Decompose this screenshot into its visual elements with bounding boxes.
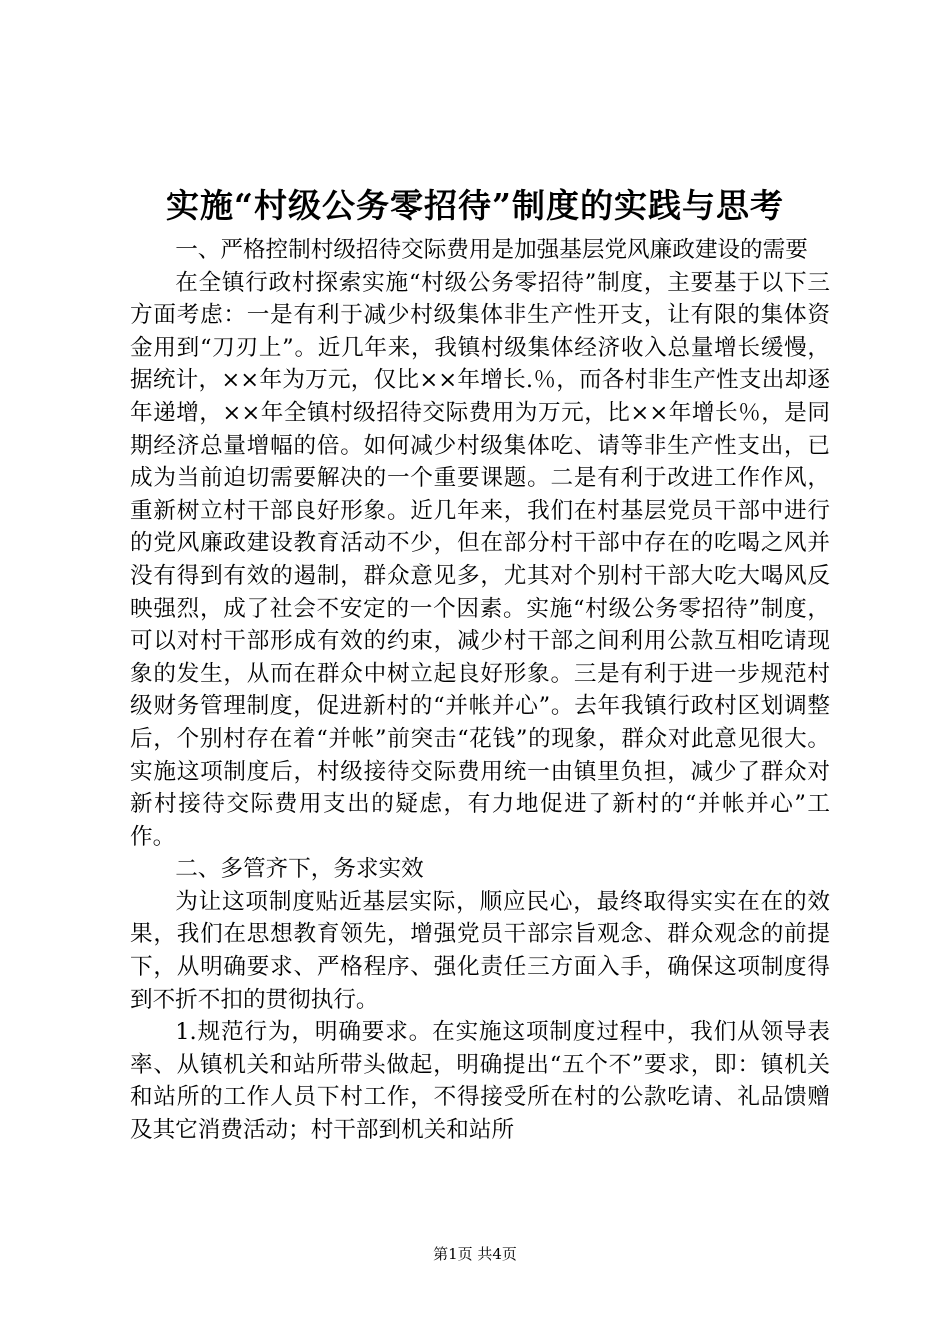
page-title: 实施“村级公务零招待”制度的实践与思考 — [166, 186, 784, 225]
document-body — [130, 234, 830, 1147]
body-paragraph: 为让这项制度贴近基层实际，顺应民心，最终取得实实在在的效果，我们在思想教育领先，增强党员干部宗旨观念、群众观念的前提下，从明确要求、严格程序、强化责任三方面入手，确保这项制度得到不折不扣的贯彻执行。 — [130, 888, 830, 1013]
body-paragraph: 1.规范行为，明确要求。在实施这项制度过程中，我们从领导表率、从镇机关和站所带头做起，明确提出“五个不”要求，即：镇机关和站所的工作人员下村工作，不得接受所在村的公款吃请、礼品馈赠及其它消费活动；村干部到机关和站所 — [130, 1019, 830, 1144]
body-paragraph: 在全镇行政村探索实施“村级公务零招待”制度，主要基于以下三方面考虑：一是有利于减少村级集体非生产性开支，让有限的集体资金用到“刀刃上”。近几年来，我镇村级集体经济收入总量增长缓慢，据统计，××年为万元，仅比××年增长.％，而各村非生产性支出却逐年递增，××年全镇村级招待交际费用为万元，比××年增长％，是同期经济总量增幅的倍。如何减少村级集体吃、请等非生产性支出，已成为当前迫切需要解决的一个重要课题。二是有利于改进工作作风，重新树立村干部良好形象。近几年来，我们在村基层党员干部中进行的党风廉政建设教育活动不少，但在部分村干部中存在的吃喝之风并没有得到有效的遏制，群众意见多，尤其对个别村干部大吃大喝风反映强烈，成了社会不安定的一个因素。实施“村级公务零招待”制度，可以对村干部形成有效的约束，减少村干部之间利用公款互相吃请现象的发生，从而在群众中树立起良好形象。三是有利于进一步规范村级财务管理制度，促进新村的“并帐并心”。去年我镇行政村区划调整后，个别村存在着“并帐”前突击“花钱”的现象，群众对此意见很大。实施这项制度后，村级接待交际费用统一由镇里负担，减少了群众对新村接待交际费用支出的疑虑，有力地促进了新村的“并帐并心”工作。 — [130, 269, 830, 850]
section-heading-1: 一、严格控制村级招待交际费用是加强基层党风廉政建设的需要 — [175, 237, 808, 263]
page-footer: 第1页 共4页 — [433, 1245, 517, 1263]
section-heading-2: 二、多管齐下，务求实效 — [175, 856, 424, 883]
